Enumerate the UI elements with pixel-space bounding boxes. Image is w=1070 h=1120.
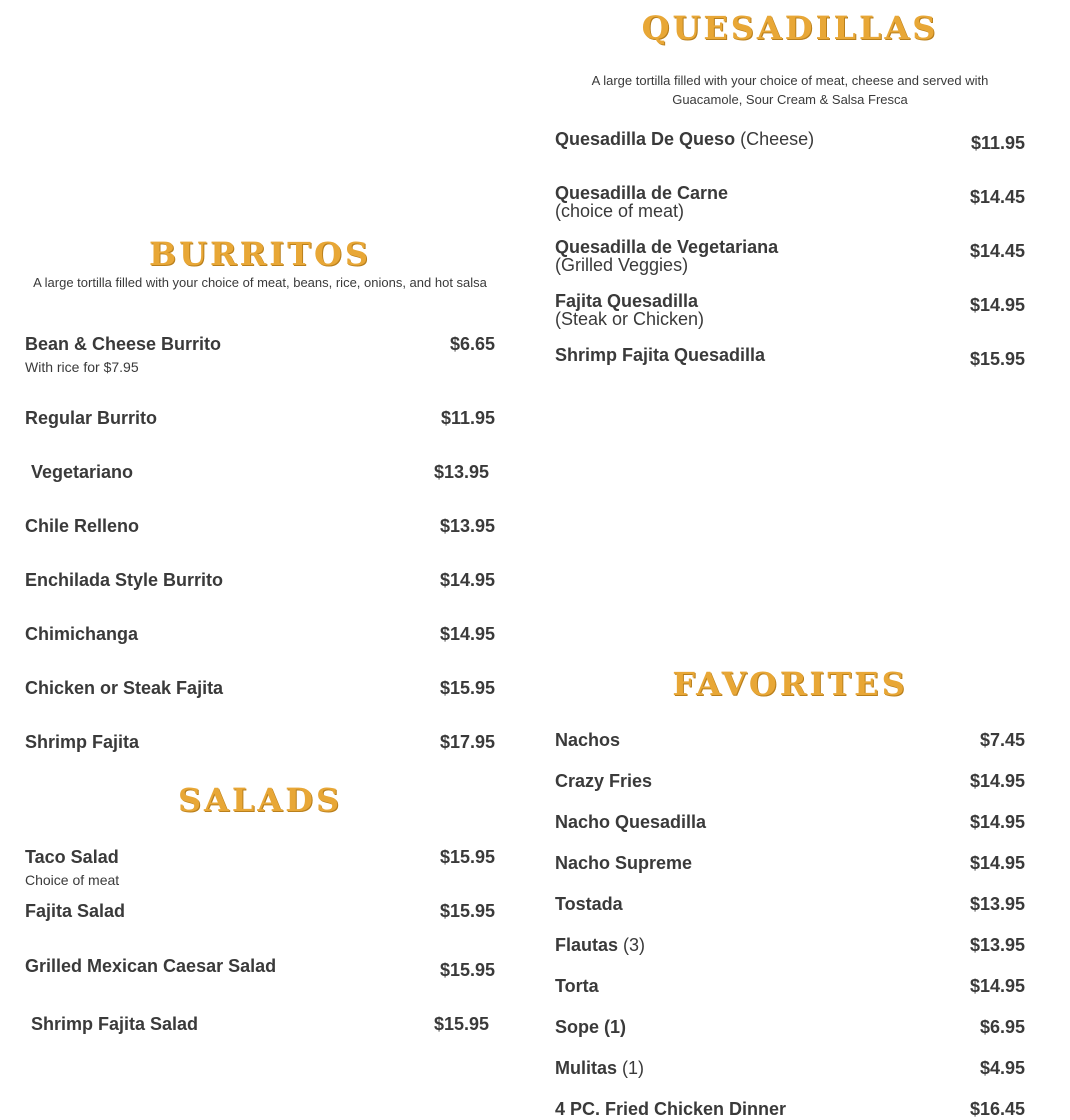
item-name: Quesadilla de Carne [555, 183, 729, 203]
item-price: $13.95 [433, 462, 489, 482]
salads-heading: SALADS [177, 781, 343, 819]
item-price: $15.95 [439, 960, 495, 980]
burritos-description: A large tortilla filled with your choice of meat, beans, rice, onions, and hot salsa [33, 275, 487, 290]
item-price: $14.95 [969, 812, 1025, 832]
menu-item[interactable] [555, 731, 1025, 751]
item-note: (Cheese) [740, 129, 815, 149]
item-name: Shrimp Fajita Salad [31, 1014, 199, 1034]
menu-item[interactable] [555, 813, 1025, 833]
item-price: $7.45 [979, 730, 1025, 750]
item-price: $14.45 [969, 187, 1025, 207]
item-name: Vegetariano [31, 462, 134, 482]
item-name: Torta [555, 976, 599, 996]
item-name: Grilled Mexican Caesar Salad [25, 956, 277, 976]
item-name [555, 130, 814, 148]
item-subtext: (choice of meat) [555, 201, 685, 221]
item-subtext: With rice for $7.95 [25, 359, 139, 375]
menu-item[interactable] [555, 936, 1025, 956]
item-name-text: Flautas [555, 935, 619, 955]
item-note: (1) [622, 1058, 645, 1078]
item-price: $14.95 [439, 624, 495, 644]
item-price: $15.95 [433, 1014, 489, 1034]
item-price: $15.95 [439, 678, 495, 698]
item-name: Nachos [555, 730, 621, 750]
item-name: Nacho Supreme [555, 853, 693, 873]
item-name: Nacho Quesadilla [555, 812, 707, 832]
menu-item[interactable] [555, 292, 1025, 330]
menu-item[interactable] [555, 854, 1025, 874]
menu-item[interactable] [555, 1018, 1025, 1038]
menu-item[interactable] [25, 679, 495, 699]
quesadillas-heading: QUESADILLAS [641, 9, 939, 47]
menu-item[interactable] [25, 957, 495, 981]
menu-item[interactable] [25, 463, 495, 483]
item-price: $11.95 [970, 133, 1025, 153]
item-name: Enchilada Style Burrito [25, 570, 224, 590]
item-name: Crazy Fries [555, 771, 653, 791]
menu-item[interactable] [25, 848, 495, 892]
menu-item[interactable] [25, 625, 495, 645]
menu-item[interactable] [555, 977, 1025, 997]
item-name: Taco Salad [25, 847, 119, 867]
menu-item[interactable] [555, 772, 1025, 792]
menu-item[interactable] [555, 1100, 1025, 1120]
item-name: Sope (1) [555, 1017, 627, 1037]
item-price: $13.95 [439, 516, 495, 536]
item-price: $14.45 [969, 241, 1025, 261]
item-subtext: Choice of meat [25, 872, 120, 888]
item-name: Chicken or Steak Fajita [25, 678, 224, 698]
item-name: Quesadilla de Vegetariana [555, 237, 779, 257]
item-name: Fajita Salad [25, 901, 126, 921]
menu-item[interactable] [555, 1059, 1025, 1079]
item-price: $14.95 [969, 853, 1025, 873]
menu-item[interactable] [555, 346, 1025, 370]
item-price: $15.95 [439, 901, 495, 921]
item-price: $13.95 [969, 935, 1025, 955]
item-name [555, 1059, 644, 1077]
item-price: $14.95 [969, 771, 1025, 791]
menu-item[interactable] [555, 238, 1025, 276]
item-price: $16.45 [969, 1099, 1025, 1119]
menu-item[interactable] [25, 335, 495, 379]
menu-item[interactable] [25, 902, 495, 922]
quesadillas-description: A large tortilla filled with your choice of meat, cheese and served with Guacamole, Sour Cream & Salsa Fresca [591, 73, 989, 107]
item-price: $11.95 [440, 408, 495, 428]
item-name: Shrimp Fajita Quesadilla [555, 345, 766, 365]
item-price: $15.95 [969, 349, 1025, 369]
burritos-heading: BURRITOS [149, 235, 371, 273]
item-price: $6.65 [449, 334, 495, 354]
item-price: $4.95 [979, 1058, 1025, 1078]
item-name: Tostada [555, 894, 623, 914]
item-name: 4 PC. Fried Chicken Dinner [555, 1099, 787, 1119]
menu-item[interactable] [555, 895, 1025, 915]
item-name: Bean & Cheese Burrito [25, 334, 222, 354]
item-note: (3) [623, 935, 646, 955]
item-price: $13.95 [969, 894, 1025, 914]
item-name: Chile Relleno [25, 516, 140, 536]
item-subtext: (Grilled Veggies) [555, 255, 689, 275]
item-price: $15.95 [439, 847, 495, 867]
menu-item[interactable] [25, 409, 495, 429]
item-name-text: Mulitas [555, 1058, 618, 1078]
menu-item[interactable] [25, 733, 495, 753]
item-price: $6.95 [979, 1017, 1025, 1037]
menu-item[interactable] [555, 184, 1025, 222]
item-price: $14.95 [969, 295, 1025, 315]
favorites-heading: FAVORITES [672, 665, 908, 703]
item-price: $17.95 [439, 732, 495, 752]
item-name-text: Quesadilla De Queso [555, 129, 736, 149]
item-name: Shrimp Fajita [25, 732, 140, 752]
item-subtext: (Steak or Chicken) [555, 309, 705, 329]
menu-item[interactable] [555, 130, 1025, 154]
menu-item[interactable] [25, 517, 495, 537]
menu-item[interactable] [25, 1015, 495, 1035]
menu-item[interactable] [25, 571, 495, 591]
item-price: $14.95 [969, 976, 1025, 996]
item-name: Regular Burrito [25, 408, 158, 428]
item-name: Chimichanga [25, 624, 139, 644]
item-name [555, 936, 645, 954]
item-name: Fajita Quesadilla [555, 291, 699, 311]
item-price: $14.95 [439, 570, 495, 590]
